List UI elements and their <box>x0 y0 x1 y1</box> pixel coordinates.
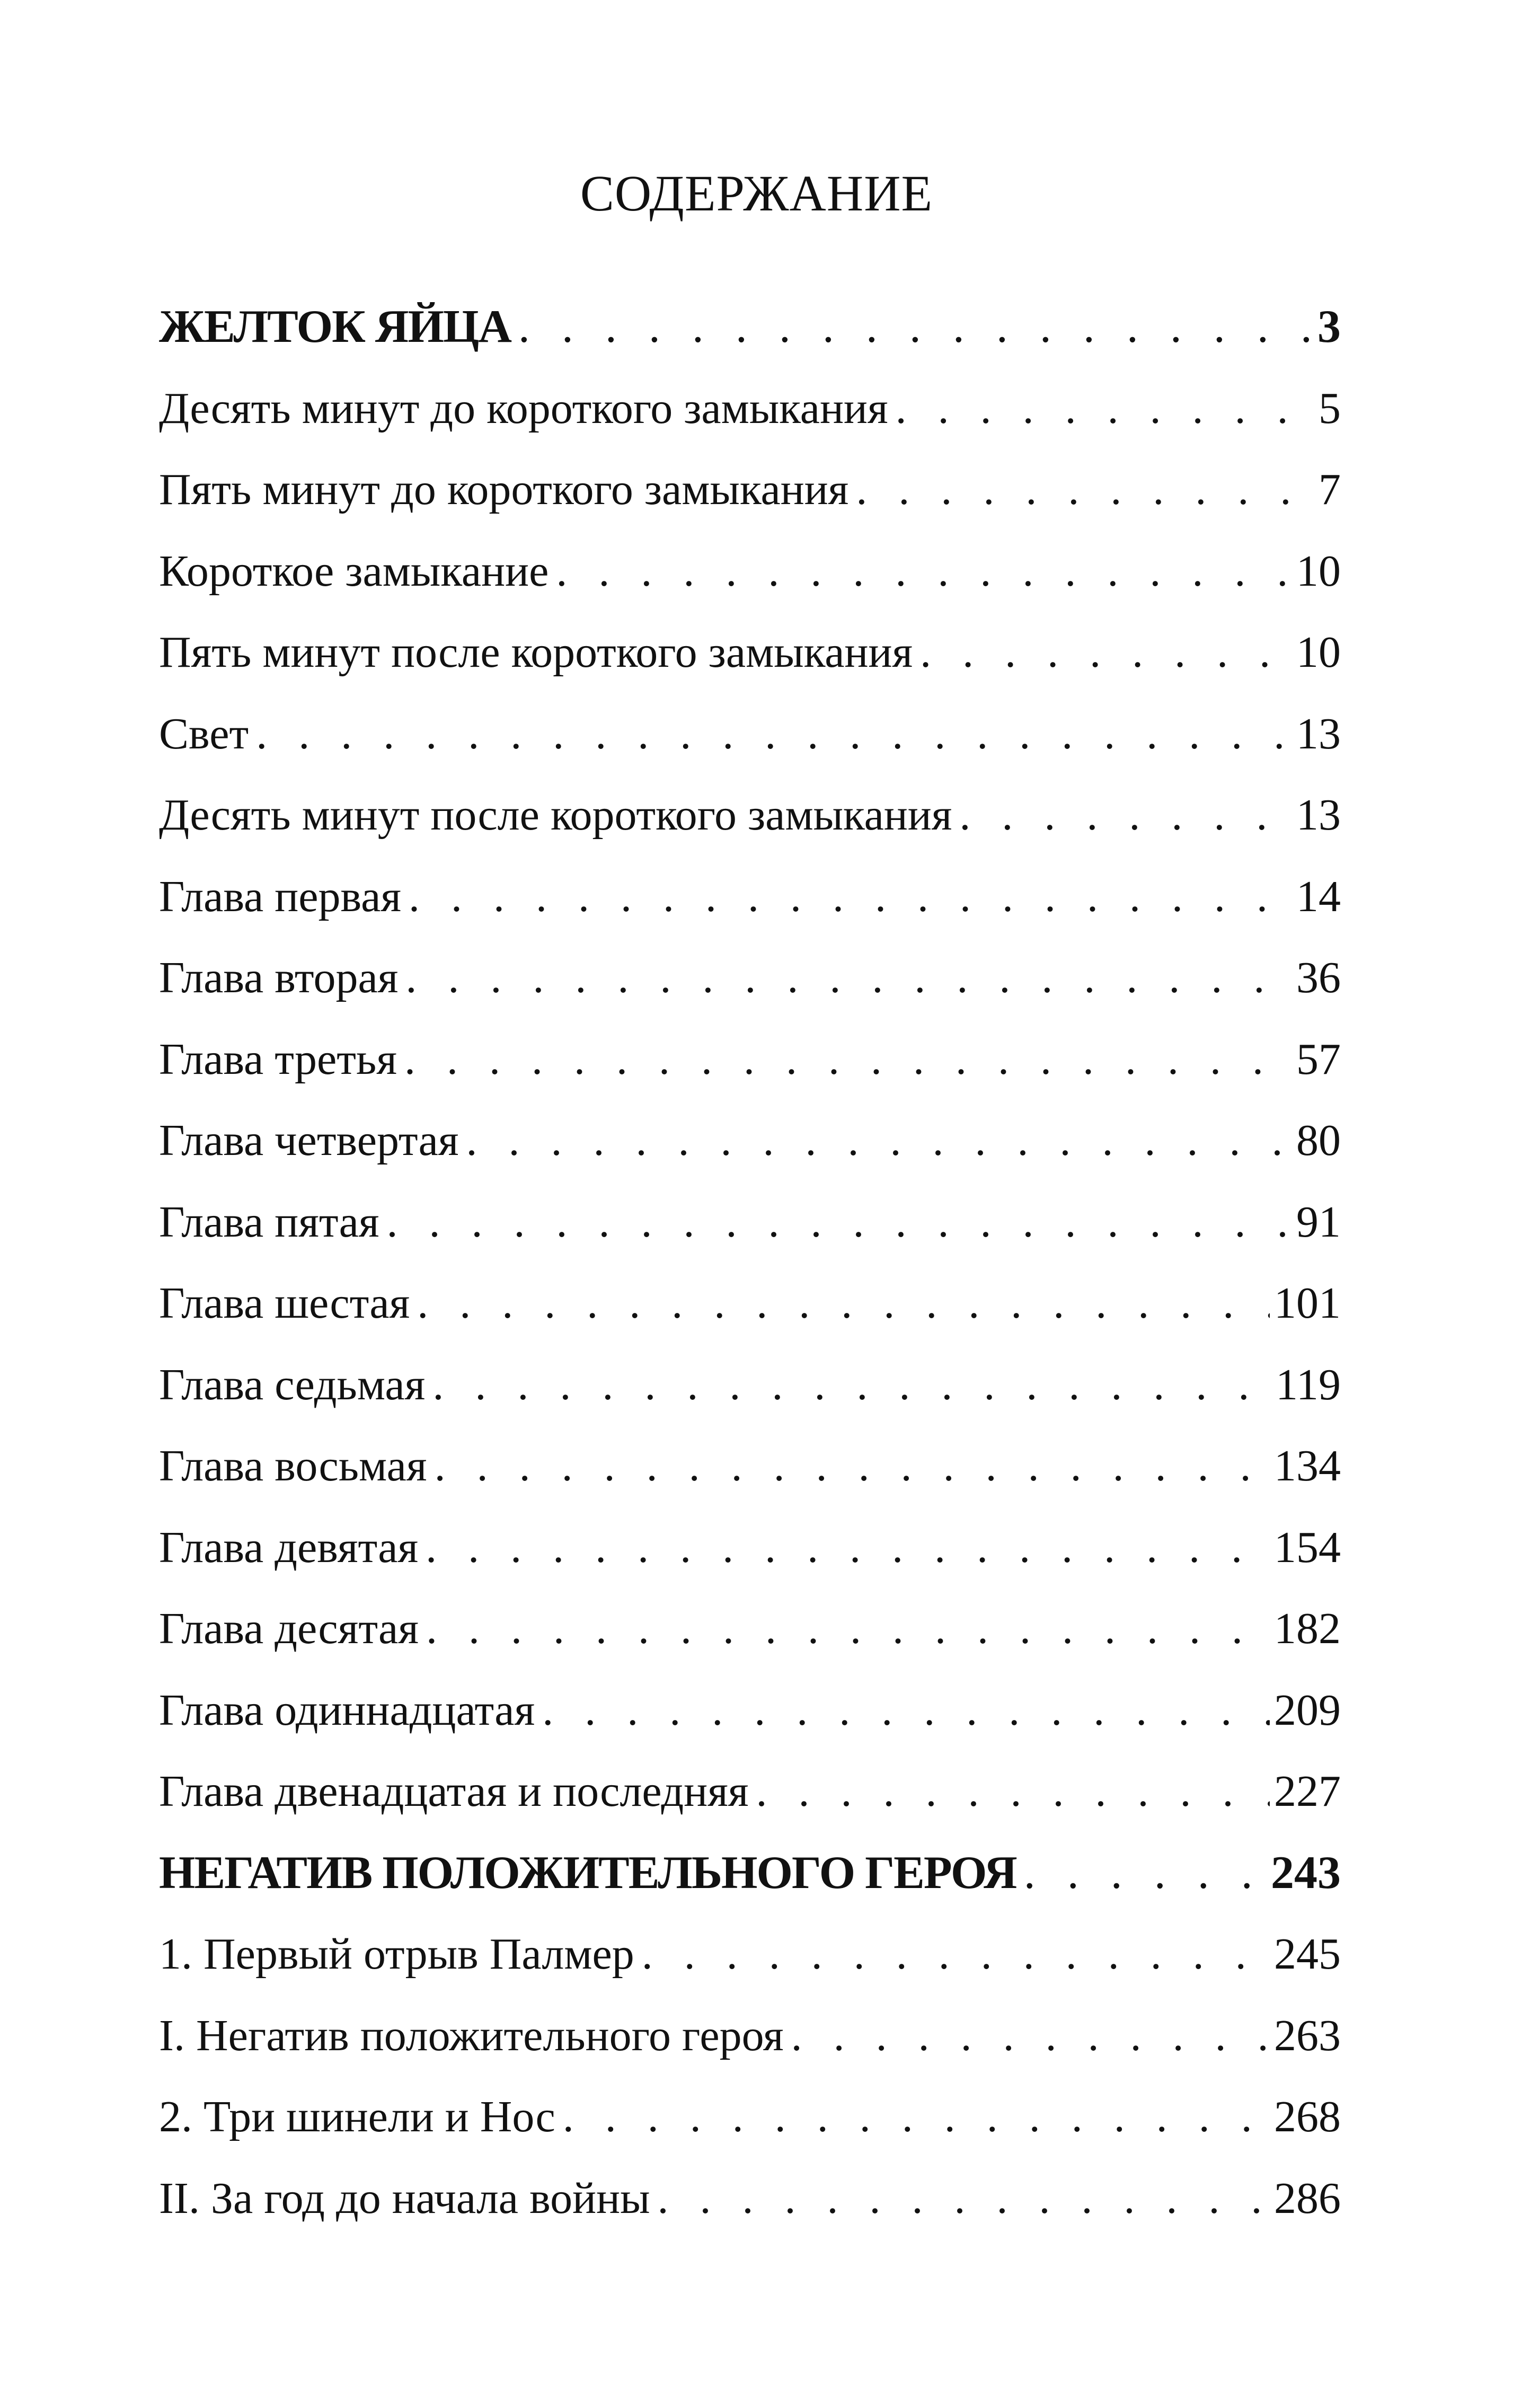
toc-entry <box>159 937 1341 1019</box>
dot-leader <box>426 1507 1270 1589</box>
toc-entry-title: Глава восьмая <box>159 1441 427 1490</box>
toc-entry <box>159 1019 1341 1100</box>
toc-entry <box>159 1100 1341 1181</box>
toc-entry-title: Глава двенадцатая и последняя <box>159 1767 749 1816</box>
toc-entry-title: Глава девятая <box>159 1522 419 1572</box>
toc-page-number: 80 <box>1296 1116 1341 1165</box>
toc-entry-title: II. За год до начала войны <box>159 2173 650 2223</box>
toc-page-number: 243 <box>1271 1847 1341 1899</box>
dot-leader <box>404 1019 1292 1100</box>
toc-page-number: 91 <box>1296 1197 1341 1247</box>
dot-leader <box>542 1670 1270 1751</box>
dot-leader <box>1024 1832 1267 1914</box>
toc-entry <box>159 2158 1341 2239</box>
dot-leader <box>518 286 1313 368</box>
toc-page-number: 245 <box>1274 1929 1341 1979</box>
toc-entry <box>159 1588 1341 1670</box>
toc-entry <box>159 1425 1341 1507</box>
toc-page-number: 268 <box>1274 2092 1341 2141</box>
toc-page-number: 7 <box>1319 465 1341 514</box>
toc-page-number: 119 <box>1276 1360 1341 1409</box>
toc-entry <box>159 693 1341 775</box>
toc-entry-title: Глава шестая <box>159 1278 410 1328</box>
toc-entry <box>159 856 1341 938</box>
toc-entry <box>159 1995 1341 2077</box>
toc-entry-title: Глава одиннадцатая <box>159 1685 535 1735</box>
dot-leader <box>435 1425 1270 1507</box>
toc-page-number: 154 <box>1274 1522 1341 1572</box>
dot-leader <box>642 1913 1270 1995</box>
toc-entry <box>159 1507 1341 1589</box>
toc-entry <box>159 612 1341 693</box>
dot-leader <box>426 1588 1270 1670</box>
dot-leader <box>756 1751 1270 1832</box>
toc-page-number: 57 <box>1296 1034 1341 1084</box>
dot-leader <box>959 774 1292 856</box>
toc-entry <box>159 1751 1341 1832</box>
toc-entry <box>159 449 1341 531</box>
toc-entry <box>159 1913 1341 1995</box>
dot-leader <box>405 937 1292 1019</box>
toc-part-heading <box>159 286 1341 368</box>
table-of-contents <box>159 286 1341 2239</box>
toc-entry-title: Пять минут после короткого замыкания <box>159 628 913 677</box>
dot-leader <box>417 1263 1270 1344</box>
dot-leader <box>556 531 1292 612</box>
page-title: СОДЕРЖАНИЕ <box>580 165 933 222</box>
toc-page-number: 3 <box>1317 301 1341 352</box>
toc-page-number: 13 <box>1296 709 1341 758</box>
toc-entry-title: Глава первая <box>159 871 401 921</box>
toc-entry <box>159 774 1341 856</box>
toc-entry <box>159 1181 1341 1263</box>
toc-entry <box>159 368 1341 449</box>
toc-entry-title: Десять минут после короткого замыкания <box>159 790 952 840</box>
toc-entry-title: Глава пятая <box>159 1197 379 1247</box>
toc-entry-title: Глава четвертая <box>159 1116 459 1165</box>
toc-entry-title: ЖЕЛТОК ЯЙЦА <box>159 301 511 352</box>
toc-page-number: 14 <box>1296 871 1341 921</box>
toc-entry <box>159 1263 1341 1344</box>
toc-page-number: 182 <box>1274 1604 1341 1653</box>
toc-entry-title: Свет <box>159 709 249 758</box>
dot-leader <box>409 856 1292 938</box>
toc-entry-title: Пять минут до короткого замыкания <box>159 465 849 514</box>
dot-leader <box>256 693 1292 775</box>
toc-page-number: 286 <box>1274 2173 1341 2223</box>
toc-page-number: 36 <box>1296 953 1341 1002</box>
dot-leader <box>563 2076 1270 2158</box>
dot-leader <box>387 1181 1292 1263</box>
toc-page-number: 10 <box>1296 546 1341 596</box>
toc-entry-title: I. Негатив положительного героя <box>159 2010 784 2060</box>
toc-entry <box>159 531 1341 612</box>
dot-leader <box>920 612 1292 693</box>
dot-leader <box>896 368 1314 449</box>
toc-entry-title: 2. Три шинели и Нос <box>159 2092 555 2141</box>
toc-page-number: 10 <box>1296 628 1341 677</box>
toc-entry-title: Короткое замыкание <box>159 546 549 596</box>
toc-page-number: 13 <box>1296 790 1341 840</box>
toc-page-number: 134 <box>1274 1441 1341 1490</box>
dot-leader <box>658 2158 1270 2239</box>
toc-entry-title: Глава десятая <box>159 1604 419 1653</box>
toc-page-number: 227 <box>1274 1767 1341 1816</box>
toc-entry-title: Десять минут до короткого замыкания <box>159 383 888 433</box>
toc-entry-title: НЕГАТИВ ПОЛОЖИТЕЛЬНОГО ГЕРОЯ <box>159 1847 1016 1899</box>
dot-leader <box>856 449 1314 531</box>
toc-entry <box>159 1344 1341 1426</box>
toc-entry-title: 1. Первый отрыв Палмер <box>159 1929 634 1979</box>
toc-part-heading <box>159 1832 1341 1914</box>
toc-page-number: 101 <box>1274 1278 1341 1328</box>
toc-entry <box>159 2076 1341 2158</box>
toc-entry-title: Глава седьмая <box>159 1360 426 1409</box>
dot-leader <box>791 1995 1270 2077</box>
toc-page-number: 209 <box>1274 1685 1341 1735</box>
dot-leader <box>466 1100 1292 1181</box>
toc-page-number: 5 <box>1319 383 1341 433</box>
toc-entry-title: Глава вторая <box>159 953 399 1002</box>
toc-entry-title: Глава третья <box>159 1034 397 1084</box>
toc-entry <box>159 1670 1341 1751</box>
toc-page-number: 263 <box>1274 2010 1341 2060</box>
dot-leader <box>432 1344 1271 1426</box>
